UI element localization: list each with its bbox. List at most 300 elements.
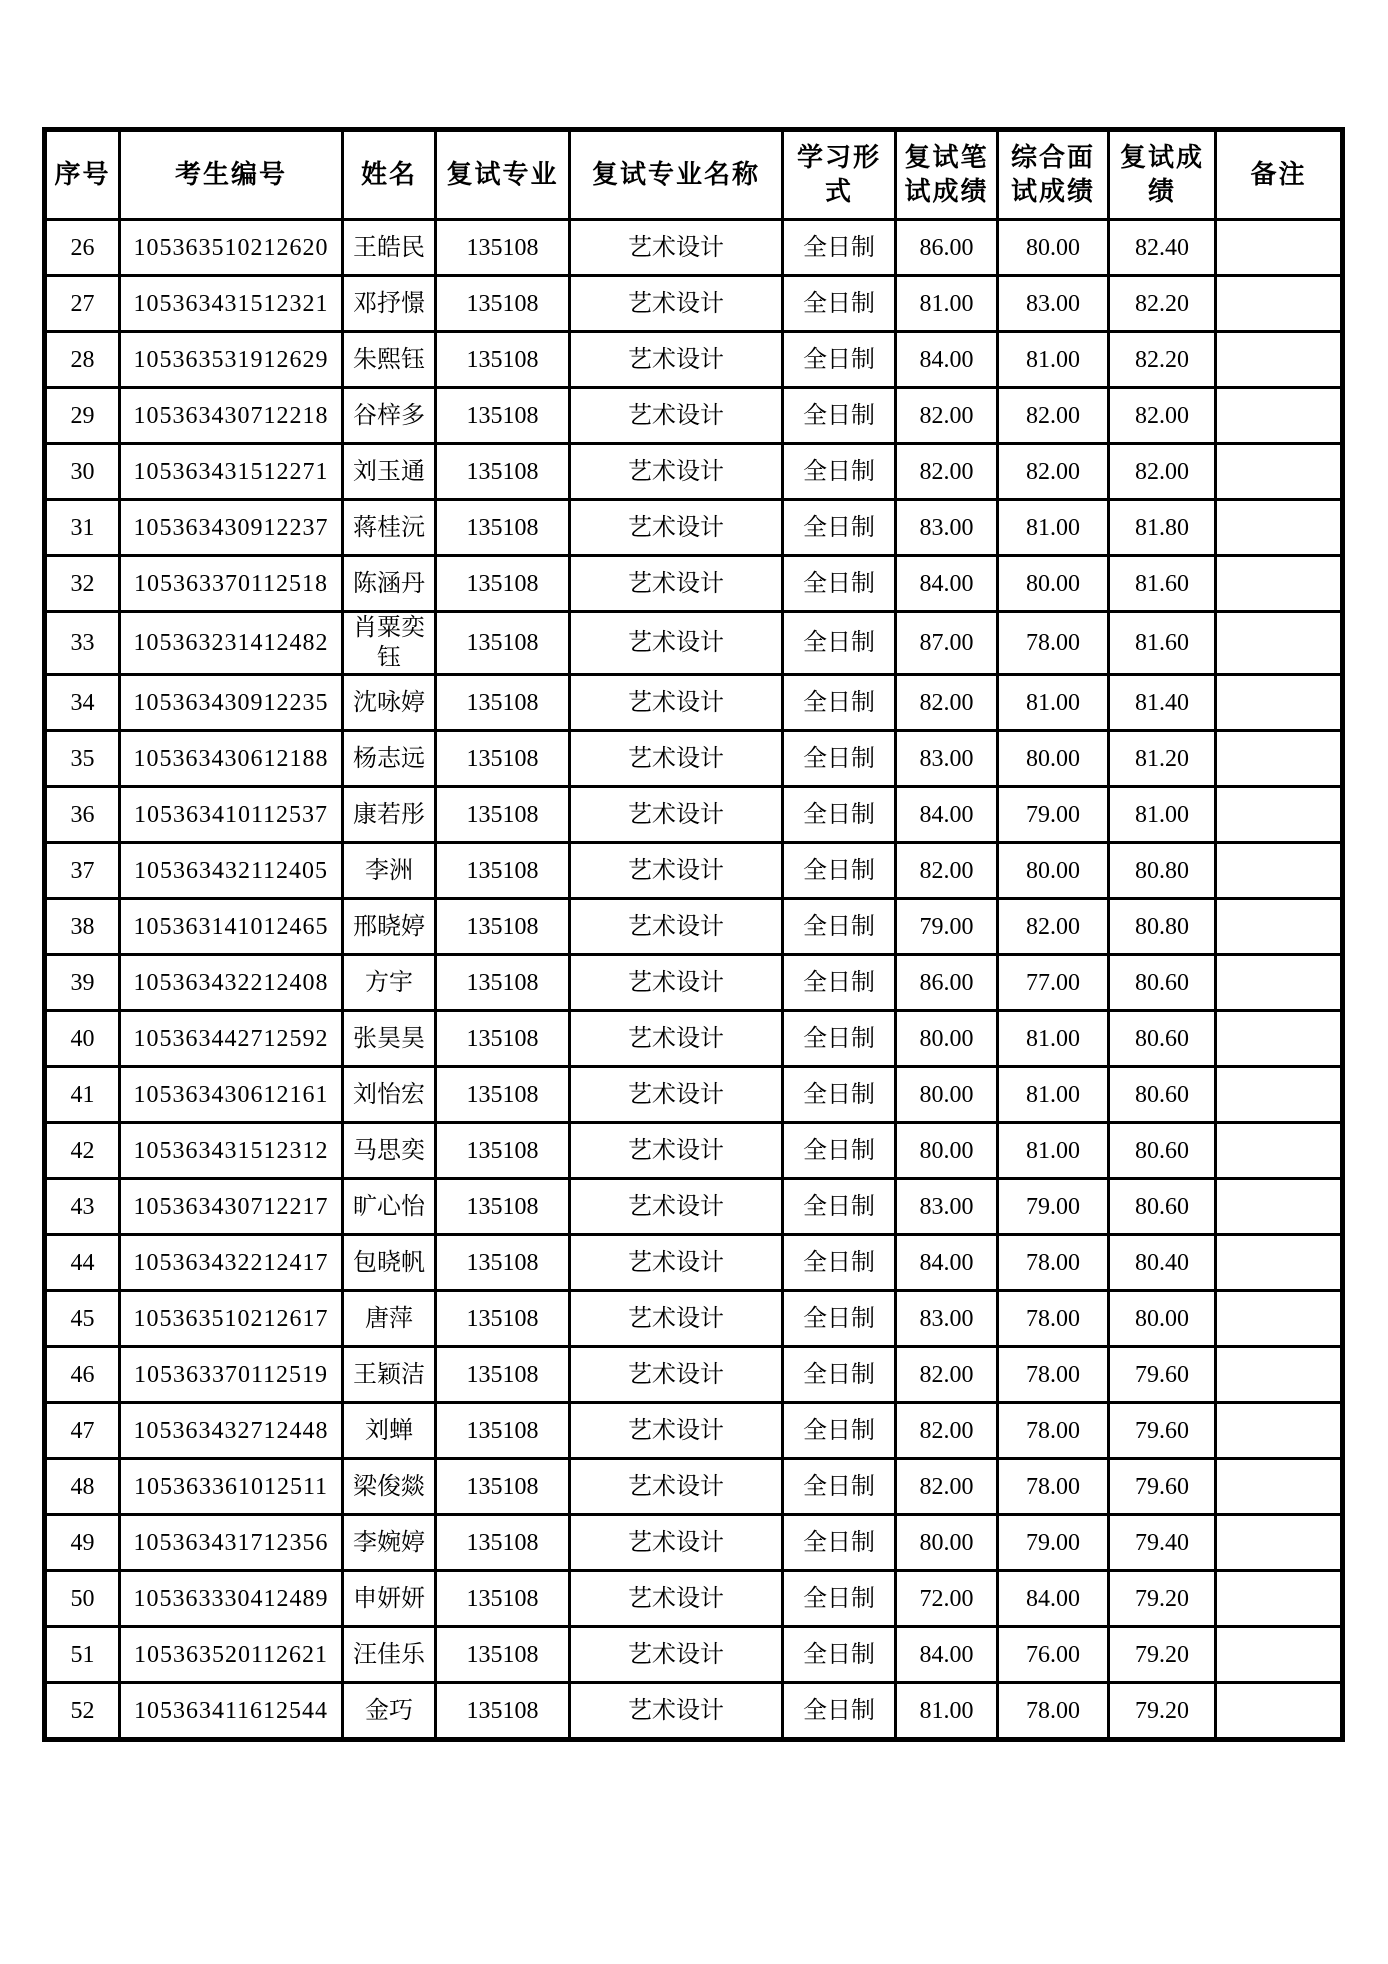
cell-written-score: 72.00 — [896, 1571, 998, 1627]
cell-final-score: 80.60 — [1109, 1011, 1216, 1067]
cell-written-score: 82.00 — [896, 388, 998, 444]
cell-final-score: 81.60 — [1109, 612, 1216, 675]
cell-written-score: 82.00 — [896, 444, 998, 500]
cell-major-code: 135108 — [436, 444, 570, 500]
cell-written-score: 82.00 — [896, 843, 998, 899]
cell-major-code: 135108 — [436, 1515, 570, 1571]
cell-name: 方宇 — [343, 955, 436, 1011]
cell-major-code: 135108 — [436, 1291, 570, 1347]
table-row — [45, 1235, 1343, 1291]
cell-study-mode: 全日制 — [783, 731, 896, 787]
cell-candidate-id: 105363411612544 — [120, 1683, 343, 1740]
cell-major-name: 艺术设计 — [570, 556, 783, 612]
cell-major-name: 艺术设计 — [570, 1515, 783, 1571]
cell-major-name: 艺术设计 — [570, 1235, 783, 1291]
cell-major-code: 135108 — [436, 556, 570, 612]
cell-name: 唐萍 — [343, 1291, 436, 1347]
cell-written-score: 81.00 — [896, 276, 998, 332]
table-row — [45, 276, 1343, 332]
cell-final-score: 79.20 — [1109, 1627, 1216, 1683]
cell-interview-score: 81.00 — [998, 332, 1109, 388]
cell-written-score: 86.00 — [896, 955, 998, 1011]
cell-candidate-id: 105363361012511 — [120, 1459, 343, 1515]
table-row — [45, 1627, 1343, 1683]
cell-candidate-id: 105363430712217 — [120, 1179, 343, 1235]
cell-name: 刘怡宏 — [343, 1067, 436, 1123]
header-study-mode: 学习形式 — [783, 130, 896, 220]
cell-candidate-id: 105363431512321 — [120, 276, 343, 332]
cell-remarks — [1216, 612, 1343, 675]
header-row — [45, 130, 1343, 220]
cell-written-score: 83.00 — [896, 731, 998, 787]
cell-final-score: 79.20 — [1109, 1571, 1216, 1627]
cell-index: 41 — [45, 1067, 120, 1123]
cell-final-score: 81.80 — [1109, 500, 1216, 556]
cell-written-score: 83.00 — [896, 500, 998, 556]
cell-index: 44 — [45, 1235, 120, 1291]
cell-major-name: 艺术设计 — [570, 899, 783, 955]
cell-major-name: 艺术设计 — [570, 675, 783, 731]
cell-final-score: 79.60 — [1109, 1459, 1216, 1515]
cell-candidate-id: 105363231412482 — [120, 612, 343, 675]
cell-candidate-id: 105363432212408 — [120, 955, 343, 1011]
cell-final-score: 79.60 — [1109, 1403, 1216, 1459]
cell-study-mode: 全日制 — [783, 1011, 896, 1067]
cell-candidate-id: 105363510212620 — [120, 220, 343, 276]
cell-remarks — [1216, 843, 1343, 899]
cell-candidate-id: 105363432112405 — [120, 843, 343, 899]
cell-written-score: 80.00 — [896, 1011, 998, 1067]
cell-major-code: 135108 — [436, 500, 570, 556]
cell-study-mode: 全日制 — [783, 1179, 896, 1235]
header-index: 序号 — [45, 130, 120, 220]
cell-major-code: 135108 — [436, 843, 570, 899]
cell-candidate-id: 105363430612188 — [120, 731, 343, 787]
cell-study-mode: 全日制 — [783, 388, 896, 444]
cell-major-code: 135108 — [436, 1123, 570, 1179]
cell-interview-score: 83.00 — [998, 276, 1109, 332]
cell-final-score: 80.60 — [1109, 1179, 1216, 1235]
cell-remarks — [1216, 731, 1343, 787]
cell-name: 谷梓多 — [343, 388, 436, 444]
cell-candidate-id: 105363370112518 — [120, 556, 343, 612]
cell-study-mode: 全日制 — [783, 899, 896, 955]
cell-name: 刘玉通 — [343, 444, 436, 500]
cell-index: 50 — [45, 1571, 120, 1627]
cell-remarks — [1216, 787, 1343, 843]
cell-remarks — [1216, 556, 1343, 612]
cell-index: 34 — [45, 675, 120, 731]
cell-candidate-id: 105363410112537 — [120, 787, 343, 843]
cell-study-mode: 全日制 — [783, 1067, 896, 1123]
cell-major-name: 艺术设计 — [570, 1347, 783, 1403]
cell-candidate-id: 105363442712592 — [120, 1011, 343, 1067]
cell-index: 49 — [45, 1515, 120, 1571]
cell-major-code: 135108 — [436, 1235, 570, 1291]
cell-index: 47 — [45, 1403, 120, 1459]
cell-remarks — [1216, 1067, 1343, 1123]
cell-final-score: 79.40 — [1109, 1515, 1216, 1571]
cell-major-code: 135108 — [436, 332, 570, 388]
cell-written-score: 82.00 — [896, 1459, 998, 1515]
cell-final-score: 81.20 — [1109, 731, 1216, 787]
cell-index: 32 — [45, 556, 120, 612]
cell-study-mode: 全日制 — [783, 955, 896, 1011]
cell-final-score: 80.80 — [1109, 899, 1216, 955]
cell-study-mode: 全日制 — [783, 1403, 896, 1459]
cell-index: 26 — [45, 220, 120, 276]
cell-index: 30 — [45, 444, 120, 500]
cell-interview-score: 78.00 — [998, 1291, 1109, 1347]
cell-interview-score: 78.00 — [998, 1459, 1109, 1515]
cell-name: 旷心怡 — [343, 1179, 436, 1235]
cell-name: 邓抒憬 — [343, 276, 436, 332]
table-row — [45, 1179, 1343, 1235]
cell-major-code: 135108 — [436, 276, 570, 332]
cell-remarks — [1216, 1291, 1343, 1347]
cell-index: 48 — [45, 1459, 120, 1515]
header-candidate-id: 考生编号 — [120, 130, 343, 220]
table-row — [45, 1683, 1343, 1740]
cell-interview-score: 81.00 — [998, 675, 1109, 731]
cell-name: 马思奕 — [343, 1123, 436, 1179]
cell-index: 33 — [45, 612, 120, 675]
table-row — [45, 1515, 1343, 1571]
cell-candidate-id: 105363330412489 — [120, 1571, 343, 1627]
cell-candidate-id: 105363141012465 — [120, 899, 343, 955]
cell-remarks — [1216, 1235, 1343, 1291]
cell-major-code: 135108 — [436, 1459, 570, 1515]
cell-index: 36 — [45, 787, 120, 843]
cell-major-name: 艺术设计 — [570, 388, 783, 444]
cell-final-score: 80.60 — [1109, 1123, 1216, 1179]
cell-study-mode: 全日制 — [783, 612, 896, 675]
cell-interview-score: 79.00 — [998, 1179, 1109, 1235]
cell-written-score: 81.00 — [896, 1683, 998, 1740]
cell-written-score: 87.00 — [896, 612, 998, 675]
table-row — [45, 1571, 1343, 1627]
cell-study-mode: 全日制 — [783, 444, 896, 500]
cell-major-name: 艺术设计 — [570, 1459, 783, 1515]
cell-interview-score: 80.00 — [998, 220, 1109, 276]
cell-candidate-id: 105363430612161 — [120, 1067, 343, 1123]
cell-major-code: 135108 — [436, 1067, 570, 1123]
cell-name: 李婉婷 — [343, 1515, 436, 1571]
cell-major-code: 135108 — [436, 1011, 570, 1067]
cell-final-score: 82.40 — [1109, 220, 1216, 276]
cell-interview-score: 81.00 — [998, 1067, 1109, 1123]
cell-major-name: 艺术设计 — [570, 1571, 783, 1627]
cell-candidate-id: 105363432212417 — [120, 1235, 343, 1291]
cell-remarks — [1216, 1571, 1343, 1627]
cell-written-score: 82.00 — [896, 1403, 998, 1459]
cell-candidate-id: 105363531912629 — [120, 332, 343, 388]
cell-name: 申妍妍 — [343, 1571, 436, 1627]
cell-name: 王颖洁 — [343, 1347, 436, 1403]
cell-candidate-id: 105363430712218 — [120, 388, 343, 444]
header-written-score: 复试笔试成绩 — [896, 130, 998, 220]
table-header — [45, 130, 1343, 220]
cell-written-score: 84.00 — [896, 1235, 998, 1291]
cell-candidate-id: 105363370112519 — [120, 1347, 343, 1403]
cell-major-name: 艺术设计 — [570, 1179, 783, 1235]
cell-interview-score: 82.00 — [998, 388, 1109, 444]
cell-written-score: 80.00 — [896, 1067, 998, 1123]
cell-major-name: 艺术设计 — [570, 612, 783, 675]
cell-index: 37 — [45, 843, 120, 899]
cell-written-score: 80.00 — [896, 1515, 998, 1571]
cell-name: 肖粟奕钰 — [343, 612, 436, 675]
cell-remarks — [1216, 444, 1343, 500]
table-row — [45, 899, 1343, 955]
table-row — [45, 500, 1343, 556]
cell-name: 杨志远 — [343, 731, 436, 787]
cell-written-score: 83.00 — [896, 1179, 998, 1235]
cell-interview-score: 78.00 — [998, 1347, 1109, 1403]
cell-index: 40 — [45, 1011, 120, 1067]
cell-remarks — [1216, 1347, 1343, 1403]
cell-remarks — [1216, 955, 1343, 1011]
cell-written-score: 82.00 — [896, 1347, 998, 1403]
cell-candidate-id: 105363510212617 — [120, 1291, 343, 1347]
cell-interview-score: 84.00 — [998, 1571, 1109, 1627]
cell-final-score: 79.20 — [1109, 1683, 1216, 1740]
cell-remarks — [1216, 1403, 1343, 1459]
cell-remarks — [1216, 675, 1343, 731]
cell-interview-score: 78.00 — [998, 1683, 1109, 1740]
cell-index: 51 — [45, 1627, 120, 1683]
cell-written-score: 83.00 — [896, 1291, 998, 1347]
cell-final-score: 82.00 — [1109, 444, 1216, 500]
table-row — [45, 843, 1343, 899]
cell-final-score: 82.00 — [1109, 388, 1216, 444]
table-row — [45, 388, 1343, 444]
cell-candidate-id: 105363430912235 — [120, 675, 343, 731]
table-body — [45, 220, 1343, 1740]
cell-major-code: 135108 — [436, 955, 570, 1011]
cell-name: 康若彤 — [343, 787, 436, 843]
header-major-code: 复试专业 — [436, 130, 570, 220]
cell-index: 43 — [45, 1179, 120, 1235]
cell-study-mode: 全日制 — [783, 1459, 896, 1515]
cell-written-score: 84.00 — [896, 1627, 998, 1683]
header-name: 姓名 — [343, 130, 436, 220]
cell-major-name: 艺术设计 — [570, 731, 783, 787]
cell-study-mode: 全日制 — [783, 332, 896, 388]
cell-name: 蒋桂沅 — [343, 500, 436, 556]
cell-remarks — [1216, 1627, 1343, 1683]
cell-final-score: 80.60 — [1109, 955, 1216, 1011]
cell-study-mode: 全日制 — [783, 675, 896, 731]
table-row — [45, 1011, 1343, 1067]
cell-final-score: 80.60 — [1109, 1067, 1216, 1123]
cell-interview-score: 77.00 — [998, 955, 1109, 1011]
cell-name: 包晓帆 — [343, 1235, 436, 1291]
cell-interview-score: 79.00 — [998, 787, 1109, 843]
cell-final-score: 79.60 — [1109, 1347, 1216, 1403]
cell-interview-score: 79.00 — [998, 1515, 1109, 1571]
cell-name: 梁俊燚 — [343, 1459, 436, 1515]
cell-study-mode: 全日制 — [783, 1291, 896, 1347]
cell-index: 46 — [45, 1347, 120, 1403]
cell-major-code: 135108 — [436, 220, 570, 276]
table-row — [45, 1291, 1343, 1347]
cell-name: 汪佳乐 — [343, 1627, 436, 1683]
cell-major-name: 艺术设计 — [570, 843, 783, 899]
cell-remarks — [1216, 276, 1343, 332]
cell-study-mode: 全日制 — [783, 556, 896, 612]
cell-major-name: 艺术设计 — [570, 276, 783, 332]
cell-final-score: 81.00 — [1109, 787, 1216, 843]
cell-study-mode: 全日制 — [783, 1683, 896, 1740]
cell-study-mode: 全日制 — [783, 1347, 896, 1403]
cell-remarks — [1216, 1179, 1343, 1235]
cell-final-score: 82.20 — [1109, 276, 1216, 332]
cell-index: 28 — [45, 332, 120, 388]
cell-major-code: 135108 — [436, 1347, 570, 1403]
cell-interview-score: 82.00 — [998, 444, 1109, 500]
table-row — [45, 444, 1343, 500]
cell-name: 张昊昊 — [343, 1011, 436, 1067]
cell-remarks — [1216, 1459, 1343, 1515]
cell-study-mode: 全日制 — [783, 787, 896, 843]
cell-remarks — [1216, 332, 1343, 388]
cell-name: 陈涵丹 — [343, 556, 436, 612]
table-row — [45, 955, 1343, 1011]
cell-final-score: 81.40 — [1109, 675, 1216, 731]
cell-remarks — [1216, 1011, 1343, 1067]
cell-interview-score: 80.00 — [998, 731, 1109, 787]
cell-written-score: 86.00 — [896, 220, 998, 276]
cell-name: 刘蝉 — [343, 1403, 436, 1459]
cell-candidate-id: 105363520112621 — [120, 1627, 343, 1683]
cell-index: 31 — [45, 500, 120, 556]
cell-interview-score: 81.00 — [998, 1011, 1109, 1067]
cell-interview-score: 80.00 — [998, 556, 1109, 612]
cell-interview-score: 78.00 — [998, 1403, 1109, 1459]
table-row — [45, 731, 1343, 787]
cell-name: 朱熙钰 — [343, 332, 436, 388]
table-row — [45, 332, 1343, 388]
cell-interview-score: 78.00 — [998, 1235, 1109, 1291]
table-row — [45, 1067, 1343, 1123]
cell-remarks — [1216, 1123, 1343, 1179]
cell-major-code: 135108 — [436, 675, 570, 731]
cell-remarks — [1216, 899, 1343, 955]
cell-written-score: 84.00 — [896, 787, 998, 843]
cell-major-code: 135108 — [436, 388, 570, 444]
cell-major-name: 艺术设计 — [570, 500, 783, 556]
cell-index: 27 — [45, 276, 120, 332]
cell-major-code: 135108 — [436, 1179, 570, 1235]
table-row — [45, 1123, 1343, 1179]
cell-major-code: 135108 — [436, 612, 570, 675]
table-row — [45, 787, 1343, 843]
cell-name: 金巧 — [343, 1683, 436, 1740]
cell-major-code: 135108 — [436, 731, 570, 787]
cell-interview-score: 76.00 — [998, 1627, 1109, 1683]
cell-written-score: 82.00 — [896, 675, 998, 731]
cell-final-score: 81.60 — [1109, 556, 1216, 612]
table-row — [45, 612, 1343, 675]
cell-interview-score: 81.00 — [998, 500, 1109, 556]
cell-major-name: 艺术设计 — [570, 1291, 783, 1347]
cell-interview-score: 82.00 — [998, 899, 1109, 955]
cell-major-code: 135108 — [436, 1403, 570, 1459]
cell-interview-score: 80.00 — [998, 843, 1109, 899]
table-row — [45, 1403, 1343, 1459]
table-row — [45, 1459, 1343, 1515]
cell-major-name: 艺术设计 — [570, 1123, 783, 1179]
cell-index: 29 — [45, 388, 120, 444]
cell-name: 李洲 — [343, 843, 436, 899]
table-row — [45, 1347, 1343, 1403]
table-row — [45, 556, 1343, 612]
cell-name: 王皓民 — [343, 220, 436, 276]
cell-major-name: 艺术设计 — [570, 332, 783, 388]
cell-remarks — [1216, 388, 1343, 444]
cell-major-name: 艺术设计 — [570, 220, 783, 276]
cell-study-mode: 全日制 — [783, 276, 896, 332]
cell-major-name: 艺术设计 — [570, 1627, 783, 1683]
cell-index: 38 — [45, 899, 120, 955]
cell-written-score: 79.00 — [896, 899, 998, 955]
cell-study-mode: 全日制 — [783, 500, 896, 556]
cell-interview-score: 78.00 — [998, 612, 1109, 675]
cell-written-score: 84.00 — [896, 332, 998, 388]
header-final-score: 复试成绩 — [1109, 130, 1216, 220]
score-table — [42, 127, 1345, 1742]
header-major-name: 复试专业名称 — [570, 130, 783, 220]
cell-index: 42 — [45, 1123, 120, 1179]
cell-study-mode: 全日制 — [783, 1571, 896, 1627]
cell-major-name: 艺术设计 — [570, 955, 783, 1011]
cell-name: 沈咏婷 — [343, 675, 436, 731]
cell-candidate-id: 105363431512312 — [120, 1123, 343, 1179]
cell-major-code: 135108 — [436, 899, 570, 955]
cell-major-code: 135108 — [436, 1627, 570, 1683]
cell-index: 35 — [45, 731, 120, 787]
cell-candidate-id: 105363430912237 — [120, 500, 343, 556]
cell-candidate-id: 105363431512271 — [120, 444, 343, 500]
cell-remarks — [1216, 500, 1343, 556]
cell-candidate-id: 105363431712356 — [120, 1515, 343, 1571]
cell-index: 45 — [45, 1291, 120, 1347]
cell-study-mode: 全日制 — [783, 843, 896, 899]
cell-major-name: 艺术设计 — [570, 1011, 783, 1067]
cell-major-code: 135108 — [436, 1571, 570, 1627]
cell-index: 39 — [45, 955, 120, 1011]
cell-study-mode: 全日制 — [783, 1123, 896, 1179]
cell-major-code: 135108 — [436, 1683, 570, 1740]
cell-major-name: 艺术设计 — [570, 1067, 783, 1123]
cell-major-name: 艺术设计 — [570, 787, 783, 843]
cell-remarks — [1216, 1515, 1343, 1571]
cell-final-score: 80.80 — [1109, 843, 1216, 899]
cell-major-name: 艺术设计 — [570, 1683, 783, 1740]
cell-major-code: 135108 — [436, 787, 570, 843]
cell-candidate-id: 105363432712448 — [120, 1403, 343, 1459]
cell-final-score: 80.00 — [1109, 1291, 1216, 1347]
header-remarks: 备注 — [1216, 130, 1343, 220]
table-row — [45, 220, 1343, 276]
table-row — [45, 675, 1343, 731]
cell-written-score: 84.00 — [896, 556, 998, 612]
cell-major-name: 艺术设计 — [570, 444, 783, 500]
cell-study-mode: 全日制 — [783, 1627, 896, 1683]
cell-study-mode: 全日制 — [783, 1235, 896, 1291]
cell-remarks — [1216, 220, 1343, 276]
